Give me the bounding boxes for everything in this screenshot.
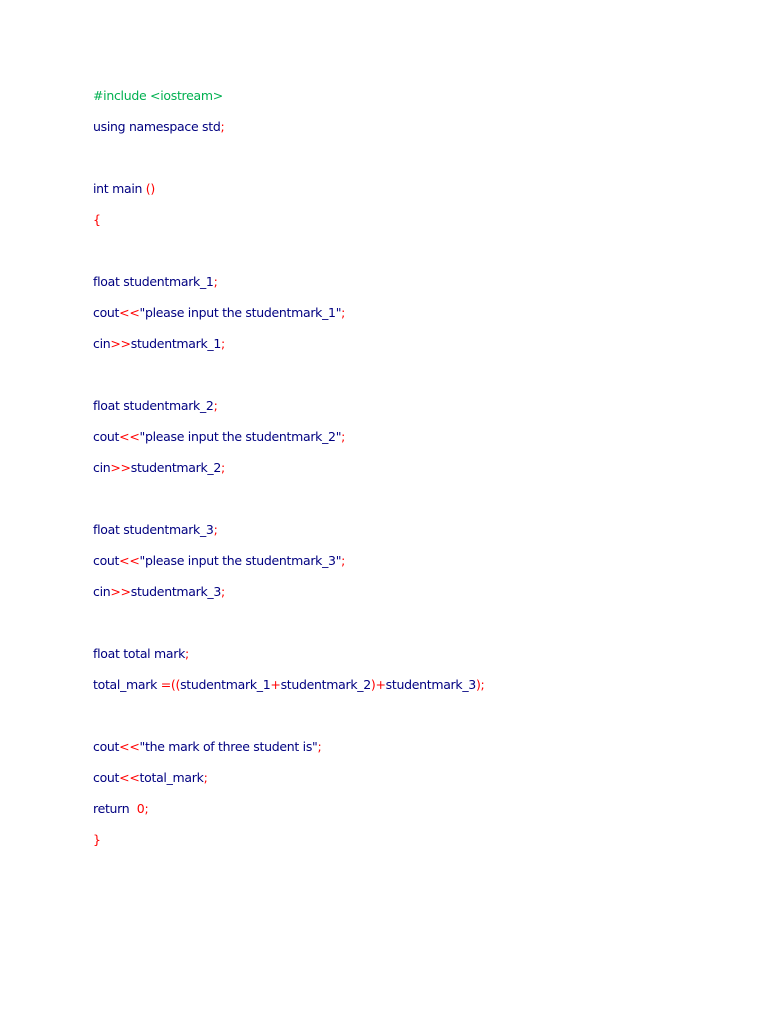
code-token: << [119,770,140,785]
code-line [93,179,484,210]
code-token: studentmark_1 [180,677,271,692]
code-token: () [145,181,155,196]
code-token: ; [221,584,225,599]
code-token: )+ [370,677,386,692]
code-token: "please input the studentmark_1" [139,305,342,320]
code-line [93,644,484,675]
code-line [93,396,484,427]
code-token: ; [203,770,208,785]
code-token: ; [221,336,225,351]
code-line [93,830,484,861]
code-token: ; [341,553,346,568]
code-token: ; [185,646,189,661]
code-token: << [119,553,140,568]
code-token: ; [213,398,218,413]
blank-line [93,241,484,272]
code-token: float [93,398,120,413]
code-token: studentmark_3 [119,522,214,537]
code-token: ; [144,801,149,816]
code-token: >> [110,336,131,351]
code-token: ; [341,305,346,320]
blank-line [93,613,484,644]
code-token: total_mark [139,770,204,785]
code-token: ; [220,119,225,134]
code-token: studentmark_2 [280,677,371,692]
code-token: ; [213,522,218,537]
code-token: "please input the studentmark_2" [139,429,342,444]
code-token: return [93,801,130,816]
code-line [93,737,484,768]
code-token: cout [93,770,120,785]
code-token: int [93,181,109,196]
code-line [93,551,484,582]
code-token: studentmark_3 [130,584,222,599]
code-token: std [198,119,221,134]
code-line [93,799,484,830]
blank-line [93,148,484,179]
code-token: ; [317,739,322,754]
code-line [93,272,484,303]
code-token: cout [93,739,120,754]
code-token: cin [93,584,111,599]
code-token: ; [341,429,346,444]
code-line [93,768,484,799]
code-line [93,86,484,117]
code-line [93,582,484,613]
code-token: studentmark_2 [130,460,222,475]
code-token: =(( [160,677,181,692]
code-token: << [119,429,140,444]
code-token: studentmark_3 [385,677,476,692]
code-line [93,675,484,706]
code-line [93,117,484,148]
code-line [93,520,484,551]
code-token: #include <iostream> [93,88,223,103]
code-token: studentmark_1 [130,336,222,351]
code-line [93,334,484,365]
code-token: >> [110,460,131,475]
code-line [93,303,484,334]
code-token: 0 [136,801,145,816]
code-token: using namespace [93,119,199,134]
code-block [93,86,484,861]
code-token: "please input the studentmark_3" [139,553,342,568]
code-token: >> [110,584,131,599]
code-token: cout [93,429,120,444]
code-line [93,427,484,458]
code-token: cout [93,553,120,568]
code-token: float [93,522,120,537]
code-line [93,210,484,241]
code-token: float [93,274,120,289]
code-token: total mark [119,646,186,661]
code-token: studentmark_2 [119,398,214,413]
code-token: "the mark of three student is" [139,739,318,754]
code-token: float [93,646,120,661]
code-token: << [119,739,140,754]
code-token: cin [93,336,111,351]
code-token: ); [475,677,485,692]
blank-line [93,706,484,737]
blank-line [93,489,484,520]
code-token: total_mark [93,677,161,692]
code-token: << [119,305,140,320]
code-token: studentmark_1 [119,274,214,289]
code-token [129,801,136,816]
blank-line [93,365,484,396]
code-token: cout [93,305,120,320]
code-line [93,458,484,489]
code-token: } [93,832,101,847]
code-token: ; [213,274,218,289]
code-token: { [93,212,101,227]
code-token: ; [221,460,225,475]
code-token: cin [93,460,111,475]
code-token: main [108,181,146,196]
code-token: + [270,677,281,692]
